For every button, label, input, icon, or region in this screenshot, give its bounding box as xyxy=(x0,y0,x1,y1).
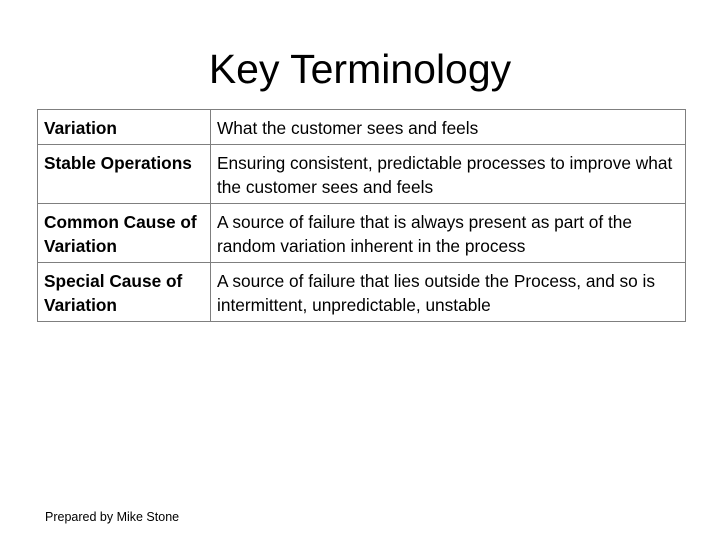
footer-credit: Prepared by Mike Stone xyxy=(45,510,180,524)
definition-cell: Ensuring consistent, predictable processes to improve what the customer sees and feels xyxy=(211,145,686,204)
table-row xyxy=(38,263,686,322)
definition-cell: A source of failure that is always present as part of the random variation inherent in the process xyxy=(211,204,686,263)
terminology-table xyxy=(37,109,686,322)
definition-cell: What the customer sees and feels xyxy=(211,110,686,145)
term-cell: Variation xyxy=(38,110,211,145)
table-row xyxy=(38,204,686,263)
table-row xyxy=(38,145,686,204)
term-cell: Common Cause of Variation xyxy=(38,204,211,263)
table-row xyxy=(38,110,686,145)
term-cell: Special Cause of Variation xyxy=(38,263,211,322)
definition-cell: A source of failure that lies outside the Process, and so is intermittent, unpredictable, unstable xyxy=(211,263,686,322)
term-cell: Stable Operations xyxy=(38,145,211,204)
slide-title: Key Terminology xyxy=(208,46,512,92)
